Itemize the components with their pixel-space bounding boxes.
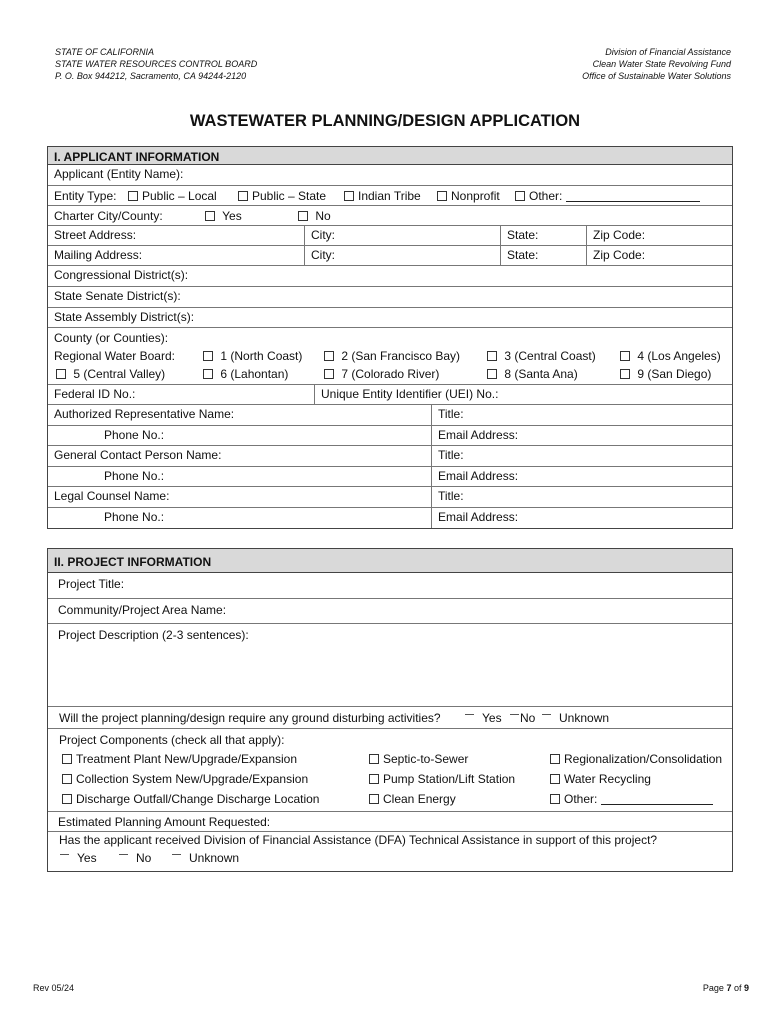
assembly-row[interactable] (48, 307, 732, 327)
congressional-label: Congressional District(s): (54, 268, 189, 282)
entity-type-label: Entity Type: (54, 189, 117, 203)
checkbox[interactable] (119, 854, 128, 855)
zip-label: Zip Code: (586, 246, 645, 265)
community-row[interactable] (48, 598, 732, 623)
ground-no-option[interactable]: No (510, 711, 535, 725)
checkbox[interactable] (172, 854, 181, 855)
division-line: Division of Financial Assistance (605, 47, 731, 57)
checkbox[interactable] (515, 191, 525, 201)
project-title-row[interactable] (48, 573, 732, 598)
component-option[interactable]: Collection System New/Upgrade/Expansion (62, 772, 308, 786)
checkbox[interactable] (550, 794, 560, 804)
senate-label: State Senate District(s): (54, 289, 181, 303)
agency-line: P. O. Box 944212, Sacramento, CA 94244-2120 (55, 71, 247, 81)
checkbox[interactable] (487, 351, 497, 361)
applicant-information-section (47, 146, 733, 529)
entity-option-public-state[interactable]: Public – State (238, 189, 326, 203)
ground-disturbing-question: Will the project planning/design require any ground disturbing activities? (59, 711, 441, 725)
charter-label: Charter City/County: (54, 209, 163, 223)
division-header (582, 46, 731, 82)
dfa-question: Has the applicant received Division of Financial Assistance (DFA) Technical Assistance in support of this project? (59, 833, 658, 847)
email-label: Email Address: (431, 426, 518, 445)
component-option[interactable]: Other: (550, 792, 713, 806)
agency-line: STATE OF CALIFORNIA (55, 47, 155, 57)
street-address-label: Street Address: (54, 228, 137, 242)
page-title: WASTEWATER PLANNING/DESIGN APPLICATION (189, 112, 581, 130)
other-entity-line[interactable] (566, 191, 700, 202)
page-number: Page 7 of 9 (702, 983, 749, 993)
legal-counsel-phone-row[interactable] (48, 507, 732, 528)
federal-id-label: Federal ID No.: (54, 387, 136, 401)
state-label: State: (500, 226, 538, 245)
rwb-option[interactable]: 6 (Lahontan) (203, 367, 288, 381)
county-label: County (or Counties): (54, 331, 169, 345)
checkbox[interactable] (550, 754, 560, 764)
state-label: State: (500, 246, 538, 265)
dfa-yes-option[interactable]: Yes (60, 851, 97, 865)
checkbox[interactable] (62, 774, 72, 784)
phone-label: Phone No.: (104, 510, 165, 524)
mailing-address-label: Mailing Address: (54, 248, 143, 262)
checkbox[interactable] (620, 351, 630, 361)
component-option[interactable]: Clean Energy (369, 792, 456, 806)
agency-line: STATE WATER RESOURCES CONTROL BOARD (55, 59, 258, 69)
rwb-option[interactable]: 8 (Santa Ana) (487, 367, 578, 381)
rwb-option[interactable]: 3 (Central Coast) (487, 349, 596, 363)
component-option[interactable]: Pump Station/Lift Station (369, 772, 515, 786)
auth-rep-label: Authorized Representative Name: (54, 407, 235, 421)
dfa-row (48, 831, 732, 871)
checkbox[interactable] (437, 191, 447, 201)
title-label: Title: (431, 405, 464, 425)
revision-label: Rev 05/24 (33, 983, 75, 993)
dfa-no-option[interactable]: No (119, 851, 151, 865)
city-label: City: (304, 246, 335, 265)
federal-id-row[interactable] (48, 384, 732, 404)
rwb-option[interactable]: 5 (Central Valley) (56, 367, 165, 381)
mailing-address-row[interactable] (48, 245, 732, 265)
checkbox[interactable] (620, 369, 630, 379)
component-option[interactable]: Regionalization/Consolidation (550, 752, 722, 766)
checkbox[interactable] (238, 191, 248, 201)
component-option[interactable]: Discharge Outfall/Change Discharge Location (62, 792, 319, 806)
auth-rep-phone-row[interactable] (48, 425, 732, 445)
components-label: Project Components (check all that apply): (59, 733, 285, 747)
charter-yes-option[interactable]: Yes (205, 209, 242, 223)
checkbox[interactable] (60, 854, 69, 855)
checkbox[interactable] (542, 714, 551, 715)
charter-no-option[interactable]: No (298, 209, 331, 223)
rwb-option[interactable]: 9 (San Diego) (620, 367, 711, 381)
title-label: Title: (431, 446, 464, 466)
checkbox[interactable] (324, 351, 334, 361)
checkbox[interactable] (550, 774, 560, 784)
entity-option-nonprofit[interactable]: Nonprofit (437, 189, 500, 203)
component-option[interactable]: Treatment Plant New/Upgrade/Expansion (62, 752, 297, 766)
legal-counsel-label: Legal Counsel Name: (54, 489, 170, 503)
rwb-option[interactable]: 4 (Los Angeles) (620, 349, 721, 363)
checkbox[interactable] (510, 714, 519, 715)
email-label: Email Address: (431, 508, 518, 528)
checkbox[interactable] (128, 191, 138, 201)
auth-rep-row[interactable] (48, 404, 732, 425)
estimated-amount-label: Estimated Planning Amount Requested: (58, 815, 271, 829)
community-label: Community/Project Area Name: (58, 603, 227, 617)
uei-label: Unique Entity Identifier (UEI) No.: (314, 385, 498, 404)
estimated-amount-row[interactable] (48, 811, 732, 831)
rwb-option[interactable]: 2 (San Francisco Bay) (324, 349, 460, 363)
entity-option-indian-tribe[interactable]: Indian Tribe (344, 189, 421, 203)
checkbox[interactable] (465, 714, 474, 715)
general-contact-phone-row[interactable] (48, 466, 732, 486)
checkbox[interactable] (203, 369, 213, 379)
checkbox[interactable] (487, 369, 497, 379)
checkbox[interactable] (56, 369, 66, 379)
city-label: City: (304, 226, 335, 245)
senate-row[interactable] (48, 286, 732, 307)
component-option[interactable]: Water Recycling (550, 772, 651, 786)
section-heading: I. APPLICANT INFORMATION (48, 147, 732, 165)
description-label: Project Description (2-3 sentences): (58, 628, 249, 642)
title-label: Title: (431, 487, 464, 507)
rwb-option[interactable]: 7 (Colorado River) (324, 367, 439, 381)
phone-label: Phone No.: (104, 469, 165, 483)
checkbox[interactable] (324, 369, 334, 379)
checkbox[interactable] (62, 794, 72, 804)
phone-label: Phone No.: (104, 428, 165, 442)
county-rwb-row (48, 327, 732, 384)
dfa-unknown-option[interactable]: Unknown (172, 851, 239, 865)
ground-disturbing-row (48, 706, 732, 728)
rwb-label: Regional Water Board: (54, 349, 175, 363)
entity-option-other[interactable]: Other: (515, 189, 700, 203)
checkbox[interactable] (344, 191, 354, 201)
entity-option-public-local[interactable]: Public – Local (128, 189, 217, 203)
division-line: Office of Sustainable Water Solutions (582, 71, 731, 81)
description-row[interactable] (48, 623, 732, 706)
checkbox[interactable] (369, 774, 379, 784)
components-row (48, 728, 732, 811)
applicant-row[interactable] (48, 165, 732, 185)
project-information-section (47, 548, 733, 872)
congressional-row[interactable] (48, 265, 732, 286)
project-title-label: Project Title: (58, 577, 125, 591)
checkbox[interactable] (203, 351, 213, 361)
street-address-row[interactable] (48, 225, 732, 245)
section-heading: II. PROJECT INFORMATION (48, 549, 732, 573)
email-label: Email Address: (431, 467, 518, 486)
assembly-label: State Assembly District(s): (54, 310, 195, 324)
zip-label: Zip Code: (586, 226, 645, 245)
applicant-label: Applicant (Entity Name): (54, 167, 184, 181)
general-contact-label: General Contact Person Name: (54, 448, 222, 462)
general-contact-row[interactable] (48, 445, 732, 466)
checkbox[interactable] (298, 211, 308, 221)
charter-row (48, 205, 732, 225)
component-option[interactable]: Septic-to-Sewer (369, 752, 468, 766)
legal-counsel-row[interactable] (48, 486, 732, 507)
entity-type-row (48, 185, 732, 205)
other-component-line[interactable] (601, 794, 713, 805)
checkbox[interactable] (369, 794, 379, 804)
agency-header (55, 46, 257, 82)
rwb-option[interactable]: 1 (North Coast) (203, 349, 302, 363)
checkbox[interactable] (205, 211, 215, 221)
ground-unknown-option[interactable]: Unknown (542, 711, 609, 725)
ground-yes-option[interactable]: Yes (465, 711, 502, 725)
checkbox[interactable] (369, 754, 379, 764)
division-line: Clean Water State Revolving Fund (592, 59, 731, 69)
checkbox[interactable] (62, 754, 72, 764)
